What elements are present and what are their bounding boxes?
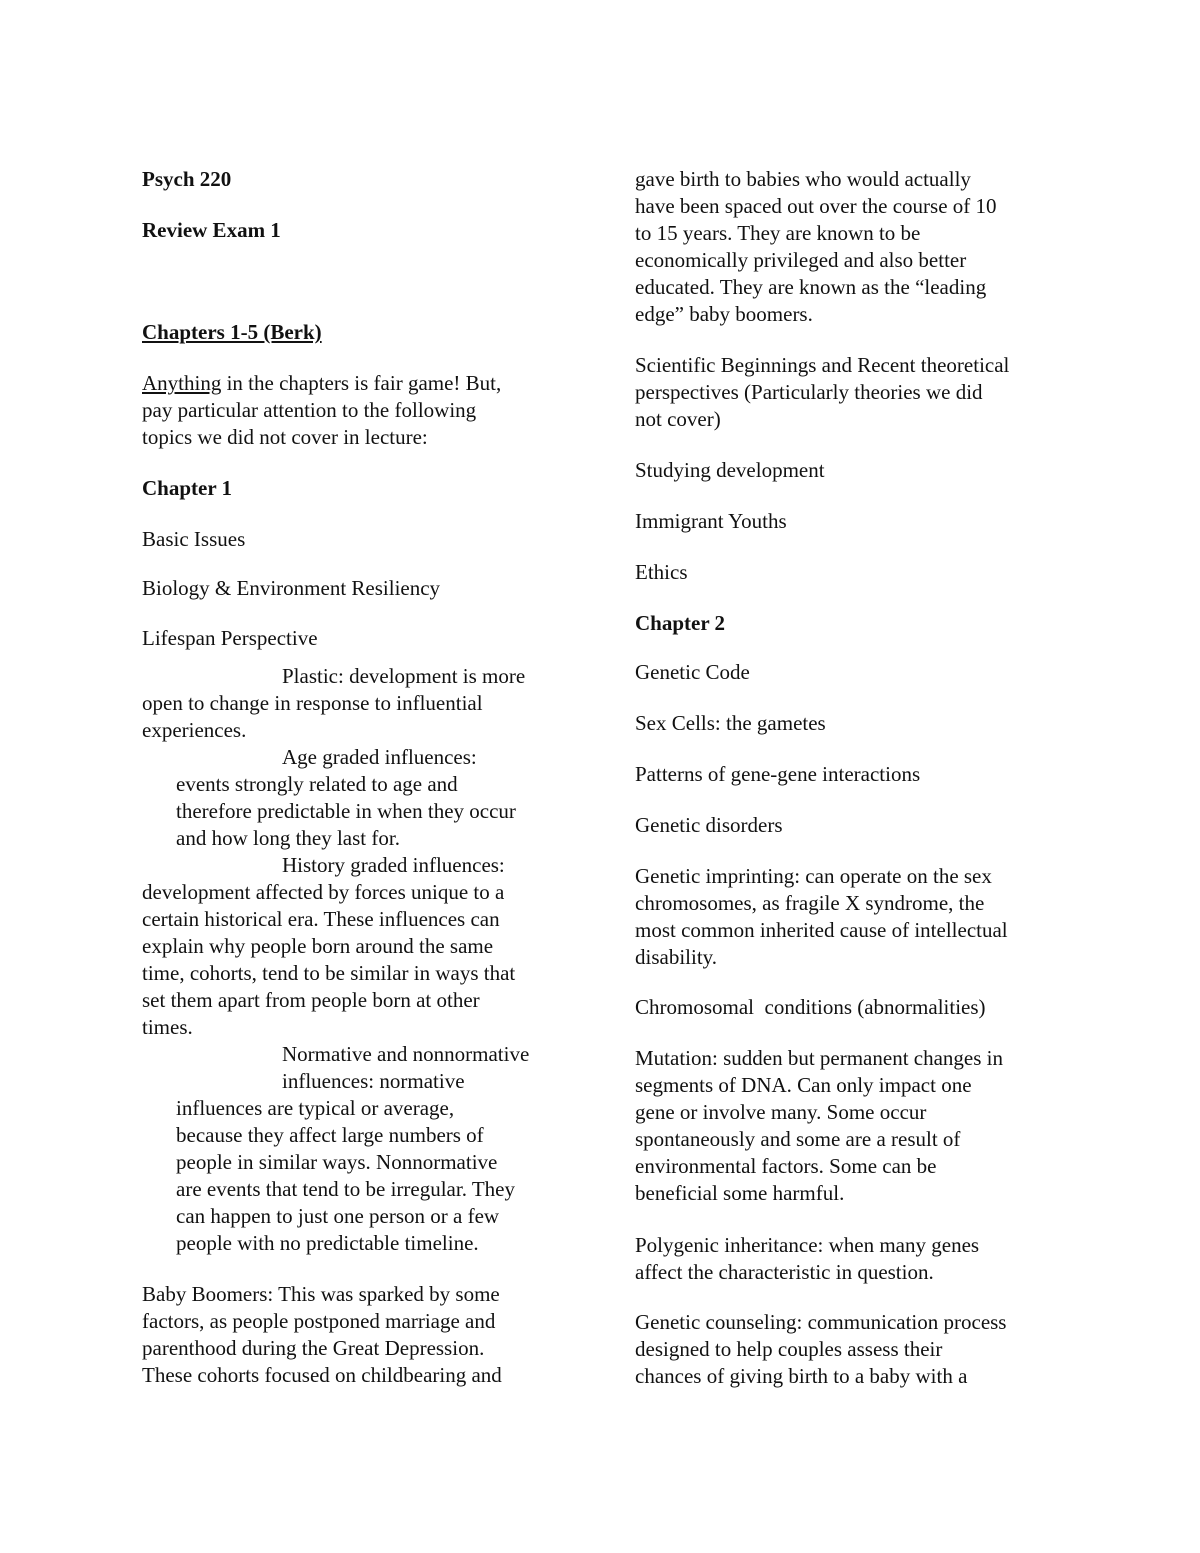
baby-boomers-continued: economically privileged and also better [635,248,967,272]
age-graded-definition: and how long they last for. [176,826,400,850]
plastic-definition: experiences. [142,718,247,742]
history-graded-definition: times. [142,1015,193,1039]
topic-ethics: Ethics [635,560,688,584]
genetic-counseling-definition: Genetic counseling: communication process [635,1310,1007,1334]
genetic-counseling-definition: designed to help couples assess their [635,1337,943,1361]
history-graded-definition: History graded influences: [282,853,505,877]
chapter-1-heading: Chapter 1 [142,476,233,500]
topic-biology-environment: Biology & Environment Resiliency [142,576,441,600]
age-graded-definition: therefore predictable in when they occur [176,799,516,823]
age-graded-definition: Age graded influences: [282,745,477,769]
topic-scientific-beginnings: Scientific Beginnings and Recent theoretical [635,353,1010,377]
mutation-definition: gene or involve many. Some occur [635,1100,927,1124]
baby-boomers-continued: edge” baby boomers. [635,302,813,326]
history-graded-definition: explain why people born around the same [142,934,494,958]
history-graded-definition: set them apart from people born at other [142,988,480,1012]
intro-line-rest: in the chapters is fair game! But, [221,371,502,395]
topic-genetic-code: Genetic Code [635,660,750,684]
plastic-definition: Plastic: development is more [282,664,526,688]
intro-line [142,370,501,397]
normative-definition: people with no predictable timeline. [176,1231,479,1255]
normative-definition: influences: normative [282,1069,465,1093]
baby-boomers-paragraph: Baby Boomers: This was sparked by some [142,1282,500,1306]
topic-basic-issues: Basic Issues [142,527,246,551]
baby-boomers-paragraph: factors, as people postponed marriage and [142,1309,496,1333]
chapter-2-heading: Chapter 2 [635,611,726,635]
chapters-heading: Chapters 1-5 (Berk) [142,320,322,344]
topic-genetic-disorders: Genetic disorders [635,813,783,837]
mutation-definition: environmental factors. Some can be [635,1154,937,1178]
normative-definition: because they affect large numbers of [176,1123,484,1147]
history-graded-definition: time, cohorts, tend to be similar in ways that [142,961,516,985]
age-graded-definition: events strongly related to age and [176,772,458,796]
normative-definition: are events that tend to be irregular. They [176,1177,515,1201]
exam-title: Review Exam 1 [142,218,281,242]
topic-chromosomal-conditions: Chromosomal conditions (abnormalities) [635,995,986,1019]
mutation-definition: Mutation: sudden but permanent changes in [635,1046,1004,1070]
mutation-definition: segments of DNA. Can only impact one [635,1073,972,1097]
genetic-counseling-definition: chances of giving birth to a baby with a [635,1364,968,1388]
baby-boomers-paragraph: These cohorts focused on childbearing and [142,1363,502,1387]
topic-sex-cells: Sex Cells: the gametes [635,711,826,735]
baby-boomers-continued: have been spaced out over the course of 10 [635,194,997,218]
plastic-definition: open to change in response to influential [142,691,483,715]
topic-immigrant-youths: Immigrant Youths [635,509,787,533]
emphasis-anything: Anything [142,371,222,395]
history-graded-definition: certain historical era. These influences can [142,907,500,931]
normative-definition: influences are typical or average, [176,1096,455,1120]
course-title: Psych 220 [142,167,232,191]
intro-line: pay particular attention to the following [142,398,477,422]
history-graded-definition: development affected by forces unique to a [142,880,505,904]
topic-scientific-beginnings: perspectives (Particularly theories we did [635,380,983,404]
topic-lifespan-perspective: Lifespan Perspective [142,626,318,650]
normative-definition: people in similar ways. Nonnormative [176,1150,498,1174]
genetic-imprinting-definition: chromosomes, as fragile X syndrome, the [635,891,985,915]
baby-boomers-continued: to 15 years. They are known to be [635,221,921,245]
baby-boomers-continued: educated. They are known as the “leading [635,275,987,299]
genetic-imprinting-definition: Genetic imprinting: can operate on the sex [635,864,992,888]
mutation-definition: beneficial some harmful. [635,1181,845,1205]
baby-boomers-paragraph: parenthood during the Great Depression. [142,1336,485,1360]
normative-definition: can happen to just one person or a few [176,1204,500,1228]
topic-gene-interactions: Patterns of gene-gene interactions [635,762,921,786]
polygenic-definition: Polygenic inheritance: when many genes [635,1233,980,1257]
genetic-imprinting-definition: most common inherited cause of intellectual [635,918,1008,942]
genetic-imprinting-definition: disability. [635,945,718,969]
intro-line: topics we did not cover in lecture: [142,425,428,449]
polygenic-definition: affect the characteristic in question. [635,1260,934,1284]
baby-boomers-continued: gave birth to babies who would actually [635,167,971,191]
topic-studying-development: Studying development [635,458,825,482]
normative-definition: Normative and nonnormative [282,1042,530,1066]
mutation-definition: spontaneously and some are a result of [635,1127,961,1151]
topic-scientific-beginnings: not cover) [635,407,721,431]
